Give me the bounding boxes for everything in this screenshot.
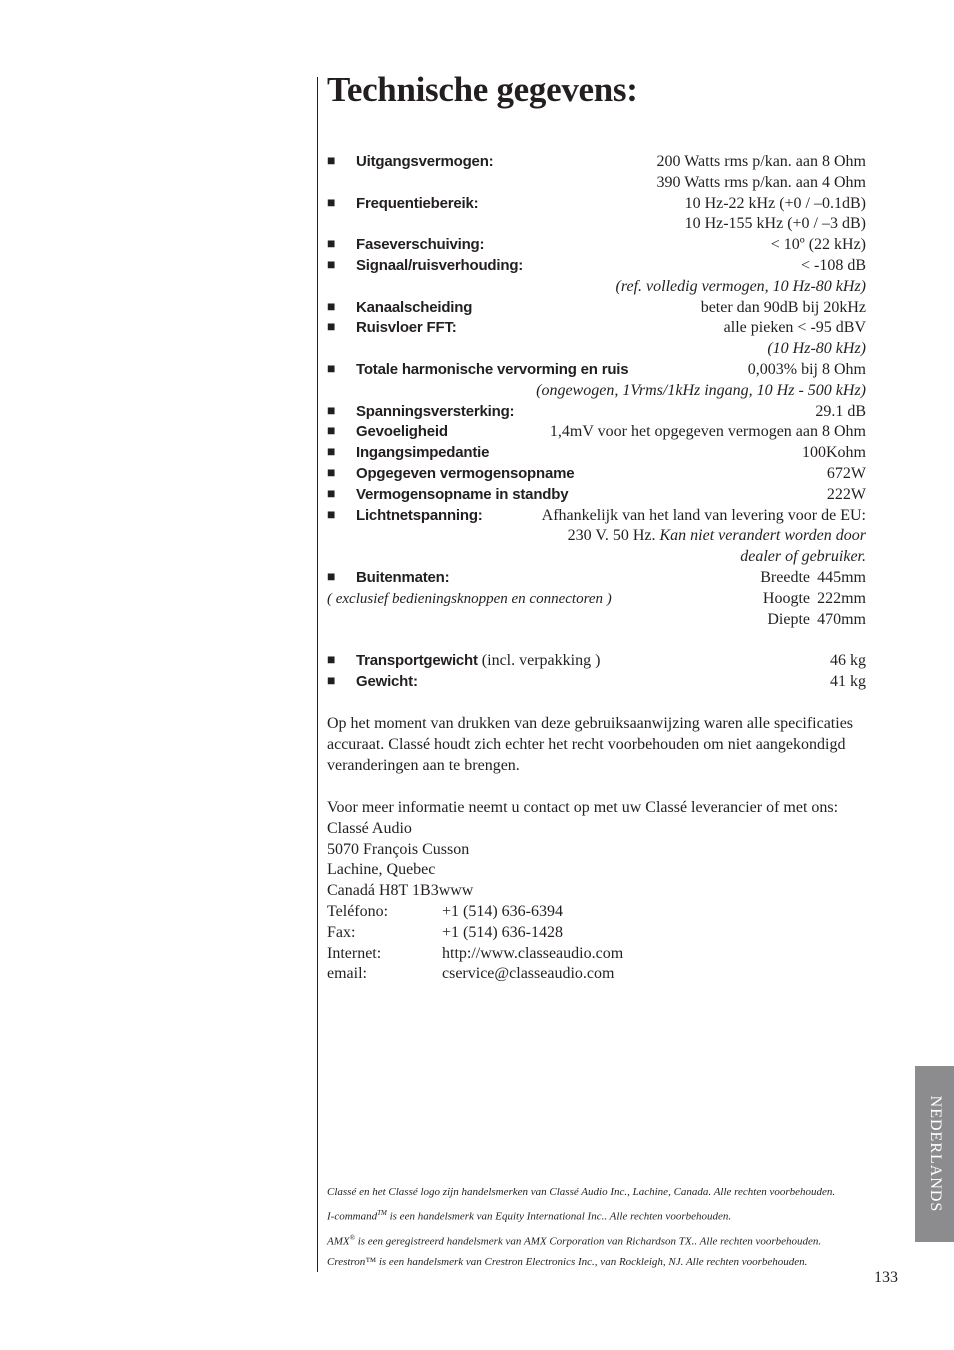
- spec-value-text: 672W: [826, 464, 866, 482]
- footnote-text: Crestron™ is een handelsmerk van Crestron Electronics Inc., van Rockleigh, NJ. Alle rechten voorbehouden.: [327, 1256, 808, 1269]
- bullet-square: ■: [327, 486, 336, 502]
- footnote-text: is een handelsmerk van Equity International Inc.. Alle rechten voorbehouden.: [386, 1210, 732, 1223]
- spec-value: [802, 443, 866, 464]
- spec-value: [701, 298, 866, 319]
- bullet-square: ■: [327, 154, 336, 169]
- trademark-footnotes: [327, 1182, 835, 1273]
- footnote-sup: TM: [377, 1209, 387, 1217]
- spec-value-text: 10 Hz-155 kHz (+0 / –3 dB): [684, 215, 866, 233]
- spec-value-text: 0,003% bij 8 Ohm: [747, 360, 866, 378]
- spec-value: [568, 526, 866, 547]
- spec-label-text: Kanaalscheiding: [356, 298, 473, 316]
- spec-row: [327, 610, 866, 631]
- spec-row: [327, 277, 866, 298]
- spec-label: [356, 235, 484, 256]
- spec-value-italic: (ongewogen, 1Vrms/1kHz ingang, 10 Hz - 500 kHz): [536, 381, 866, 399]
- contact-country: Canadá H8T 1B3www: [327, 882, 474, 900]
- spec-row: [327, 464, 866, 485]
- dimension-name: Hoogte: [762, 589, 810, 607]
- dimension-value: [767, 610, 866, 631]
- spec-value-italic: (10 Hz-80 kHz): [767, 340, 866, 358]
- spec-label: [356, 485, 568, 506]
- spec-row: [327, 214, 866, 235]
- spec-label: [356, 298, 472, 319]
- contact-intro: Voor meer informatie neemt u contact op met uw Classé leverancier of met ons:: [327, 799, 839, 816]
- bullet-square: ■: [327, 673, 336, 689]
- contact-city: Lachine, Quebec: [327, 861, 436, 879]
- spec-row: [327, 589, 866, 610]
- spec-value-text: alle pieken < -95 dBV: [723, 319, 866, 337]
- bullet-square: ■: [327, 445, 336, 461]
- spec-label-text: Frequentiebereik:: [356, 194, 479, 212]
- spec-value-text: beter dan 90dB bij 20kHz: [700, 298, 866, 316]
- spec-label-text: Ruisvloer FFT:: [356, 319, 457, 337]
- dimension-name: Breedte: [760, 568, 810, 586]
- spec-row: [327, 485, 866, 506]
- spec-label-text: Lichtnetspanning:: [356, 506, 483, 524]
- spec-value-text: < -108 dB: [800, 256, 866, 274]
- vertical-rule: [317, 77, 318, 1272]
- spec-value: [830, 672, 866, 693]
- spec-value-text: 10 Hz-22 kHz (+0 / –0.1dB): [684, 194, 866, 212]
- footnote-line: [327, 1182, 835, 1203]
- spec-value-text: 29.1 dB: [815, 402, 866, 420]
- spec-label-text: Gevoeligheid: [356, 423, 448, 441]
- spec-label: [356, 402, 514, 423]
- spec-label-text: Signaal/ruisverhouding:: [356, 256, 524, 274]
- spec-row: [327, 318, 866, 339]
- spec-value: [748, 360, 866, 381]
- spec-label-text: Totale harmonische vervorming en ruis: [356, 360, 629, 378]
- dimension-value: [763, 589, 866, 610]
- spec-value: [827, 464, 866, 485]
- language-tab: [915, 1066, 954, 1242]
- bullet-square: ■: [327, 403, 336, 419]
- spec-value: [685, 194, 866, 215]
- spec-list: [327, 152, 866, 693]
- spec-label: [356, 194, 478, 215]
- bullet-square: ■: [327, 195, 336, 211]
- spec-value-text: < 10º (22 kHz): [770, 236, 866, 254]
- spec-value: [657, 173, 867, 194]
- spec-label-text: Vermogensopname in standby: [356, 485, 569, 503]
- spec-value: [830, 651, 866, 672]
- website-link: http://www.classeaudio.com: [442, 944, 624, 962]
- spec-value-text: 46 kg: [830, 652, 866, 670]
- spec-label: [356, 152, 493, 173]
- spec-row: [327, 256, 866, 277]
- page-number: 133: [874, 1269, 898, 1286]
- spec-note: ( exclusief bedieningsknoppen en connectoren ): [327, 590, 612, 607]
- spec-value: [550, 422, 866, 443]
- bullet-square: ■: [327, 653, 336, 669]
- spec-label-text: Opgegeven vermogensopname: [356, 464, 575, 482]
- spec-value-text: 1,4mV voor het opgegeven vermogen aan 8 Ohm: [549, 423, 866, 441]
- bullet-square: ■: [327, 237, 336, 253]
- contact-line: Fax: +1 (514) 636-1428: [327, 923, 564, 941]
- spec-row: [327, 381, 866, 402]
- dimension-name: Diepte: [767, 610, 810, 628]
- dimension-value: [760, 568, 866, 589]
- bullet-square: ■: [327, 299, 336, 315]
- contact-line: Internet: http://www.classeaudio.com: [327, 944, 624, 962]
- spec-row: [327, 443, 866, 464]
- spec-value: [767, 339, 866, 360]
- spec-value: [536, 381, 866, 402]
- spec-row: [327, 506, 866, 527]
- spec-value: [801, 256, 866, 277]
- footnote-text: Classé en het Classé logo zijn handelsmerken van Classé Audio Inc., Lachine, Canada. Alle rechten voorbehouden.: [327, 1186, 836, 1198]
- spec-row: [327, 402, 866, 423]
- spec-row: [327, 173, 866, 194]
- spec-value: [771, 235, 866, 256]
- footnote-line: [327, 1203, 835, 1228]
- bullet-square: ■: [327, 507, 336, 523]
- bullet-square: ■: [327, 465, 336, 481]
- spec-label-text: Uitgangsvermogen:: [356, 153, 494, 170]
- dimension-measure: 470mm: [817, 610, 866, 628]
- spec-row: [327, 630, 866, 651]
- spec-row: [327, 547, 866, 568]
- spec-label: [356, 443, 489, 464]
- spec-row: [327, 298, 866, 319]
- spec-label-text: Ingangsimpedantie: [356, 444, 490, 462]
- spec-row: [327, 235, 866, 256]
- contact-line: Teléfono: +1 (514) 636-6394: [327, 902, 564, 920]
- footnote-line: [327, 1228, 835, 1253]
- spec-row: [327, 526, 866, 547]
- footnote-line: [327, 1252, 835, 1273]
- spec-row: [327, 568, 866, 589]
- footnote-sup: ®: [349, 1233, 355, 1242]
- page-title: Technische gegevens:: [327, 70, 638, 109]
- spec-row: [327, 422, 866, 443]
- footnote-text: is een geregistreerd handelsmerk van AMX Corporation van Richardson TX.. Alle rechten voorbehouden.: [354, 1235, 822, 1248]
- dimension-measure: 222mm: [817, 589, 866, 607]
- spec-value: [657, 152, 867, 173]
- spec-value-text: 41 kg: [830, 672, 866, 690]
- spec-row: [327, 360, 866, 381]
- spec-value-text: 222W: [826, 485, 866, 503]
- contact-street: 5070 François Cusson: [327, 840, 470, 858]
- spec-label: [356, 464, 574, 485]
- contact-block: [327, 798, 838, 985]
- spec-value: [815, 402, 866, 423]
- spec-label-text: Buitenmaten:: [356, 568, 450, 586]
- email-link: cservice@classeaudio.com: [442, 965, 615, 983]
- contact-company: Classé Audio: [327, 819, 412, 837]
- bullet-square: ■: [327, 424, 336, 440]
- spec-label-text: Gewicht:: [356, 672, 418, 690]
- spec-row: [327, 152, 866, 173]
- spec-label: [356, 422, 448, 443]
- spec-value-text: 200 Watts rms p/kan. aan 8 Ohm: [656, 153, 866, 170]
- spec-label-text: Spanningsversterking:: [356, 402, 515, 420]
- spec-label-suffix: (incl. verpakking ): [481, 652, 601, 670]
- contact-line: email: cservice@classeaudio.com: [327, 965, 615, 983]
- footnote-lead: I-command: [327, 1210, 378, 1223]
- bullet-square: ■: [327, 569, 336, 585]
- spec-row: [327, 339, 866, 360]
- spec-value-italic: Kan niet verandert worden door: [659, 527, 866, 545]
- dimension-measure: 445mm: [817, 568, 866, 586]
- spec-label: [356, 672, 418, 693]
- spec-row: [327, 672, 866, 693]
- spec-label: [356, 318, 457, 339]
- bullet-square: ■: [327, 361, 336, 377]
- spec-label: [356, 651, 600, 672]
- bullet-square: ■: [327, 257, 336, 273]
- spec-value-text: 390 Watts rms p/kan. aan 4 Ohm: [656, 173, 866, 191]
- spec-value: [827, 485, 866, 506]
- spec-label: [356, 506, 483, 527]
- spec-value: [685, 214, 866, 235]
- spec-value-text: 100Kohm: [802, 444, 866, 462]
- spec-value-italic: dealer of gebruiker.: [740, 548, 866, 566]
- spec-value: [740, 547, 866, 568]
- spec-label-text: Faseverschuiving:: [356, 236, 485, 254]
- spec-value-text: Afhankelijk van het land van levering voor de EU:: [541, 506, 866, 524]
- bullet-square: ■: [327, 320, 336, 336]
- spec-value: [724, 318, 866, 339]
- spec-value-text: 230 V. 50 Hz.: [567, 527, 656, 545]
- footnote-lead: AMX: [327, 1235, 350, 1248]
- spec-label: [356, 360, 628, 381]
- spec-value: [542, 506, 866, 527]
- spec-value: [616, 277, 866, 298]
- disclaimer-paragraph: Op het moment van drukken van deze gebruiksaanwijzing waren alle specificaties accuraat. Classé houdt zich echter het recht voorbehouden om niet aangekondigd veranderingen aan te brengen.: [327, 715, 854, 774]
- language-tab-label: NEDERLANDS: [926, 1095, 944, 1213]
- spec-row: [327, 194, 866, 215]
- spec-value-italic: (ref. volledig vermogen, 10 Hz-80 kHz): [615, 277, 866, 295]
- spec-label: [356, 568, 449, 589]
- spec-row: [327, 651, 866, 672]
- spec-label-text: Transportgewicht: [356, 652, 478, 670]
- spec-label: [356, 256, 523, 277]
